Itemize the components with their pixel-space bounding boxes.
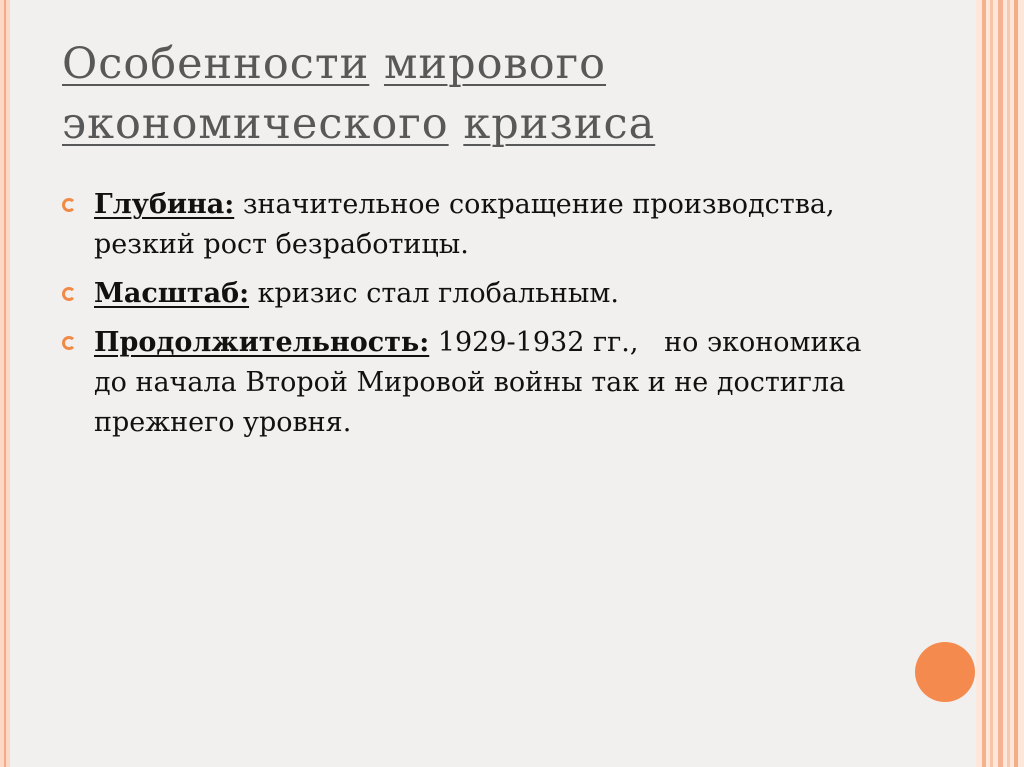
stripe-5 [1014, 0, 1018, 767]
bullet-item [62, 185, 882, 265]
title-word-1: Особенности [62, 39, 370, 89]
bullet-item [62, 323, 882, 443]
bullet-term: Глубина: [94, 189, 235, 220]
title-word-3: экономического [62, 99, 449, 149]
bullet-ring-icon [62, 336, 76, 350]
orange-circle-decoration [915, 642, 975, 702]
stripe-3 [998, 0, 1003, 767]
left-border-decoration [0, 0, 10, 767]
title-word-2: мирового [383, 39, 607, 89]
left-border-line [4, 0, 6, 767]
bullet-item [62, 274, 882, 314]
bullet-list [62, 185, 882, 452]
title-word-4: кризиса [463, 99, 656, 149]
right-stripes-decoration [976, 0, 1024, 767]
stripe-4 [1007, 0, 1010, 767]
bullet-term: Масштаб: [94, 278, 250, 309]
slide-title [62, 34, 922, 154]
stripe-2 [990, 0, 993, 767]
bullet-ring-icon [62, 287, 76, 301]
bullet-text: кризис стал глобальным. [249, 278, 619, 309]
stripe-1 [982, 0, 986, 767]
bullet-ring-icon [62, 198, 76, 212]
bullet-text: значительное сокращение производства, резкий рост безработицы. [94, 189, 835, 260]
bullet-term: Продолжительность: [94, 327, 430, 358]
bullet-text: 1929-1932 гг., но экономика до начала Второй Мировой войны так и не достигла прежнего уровня. [94, 327, 871, 438]
